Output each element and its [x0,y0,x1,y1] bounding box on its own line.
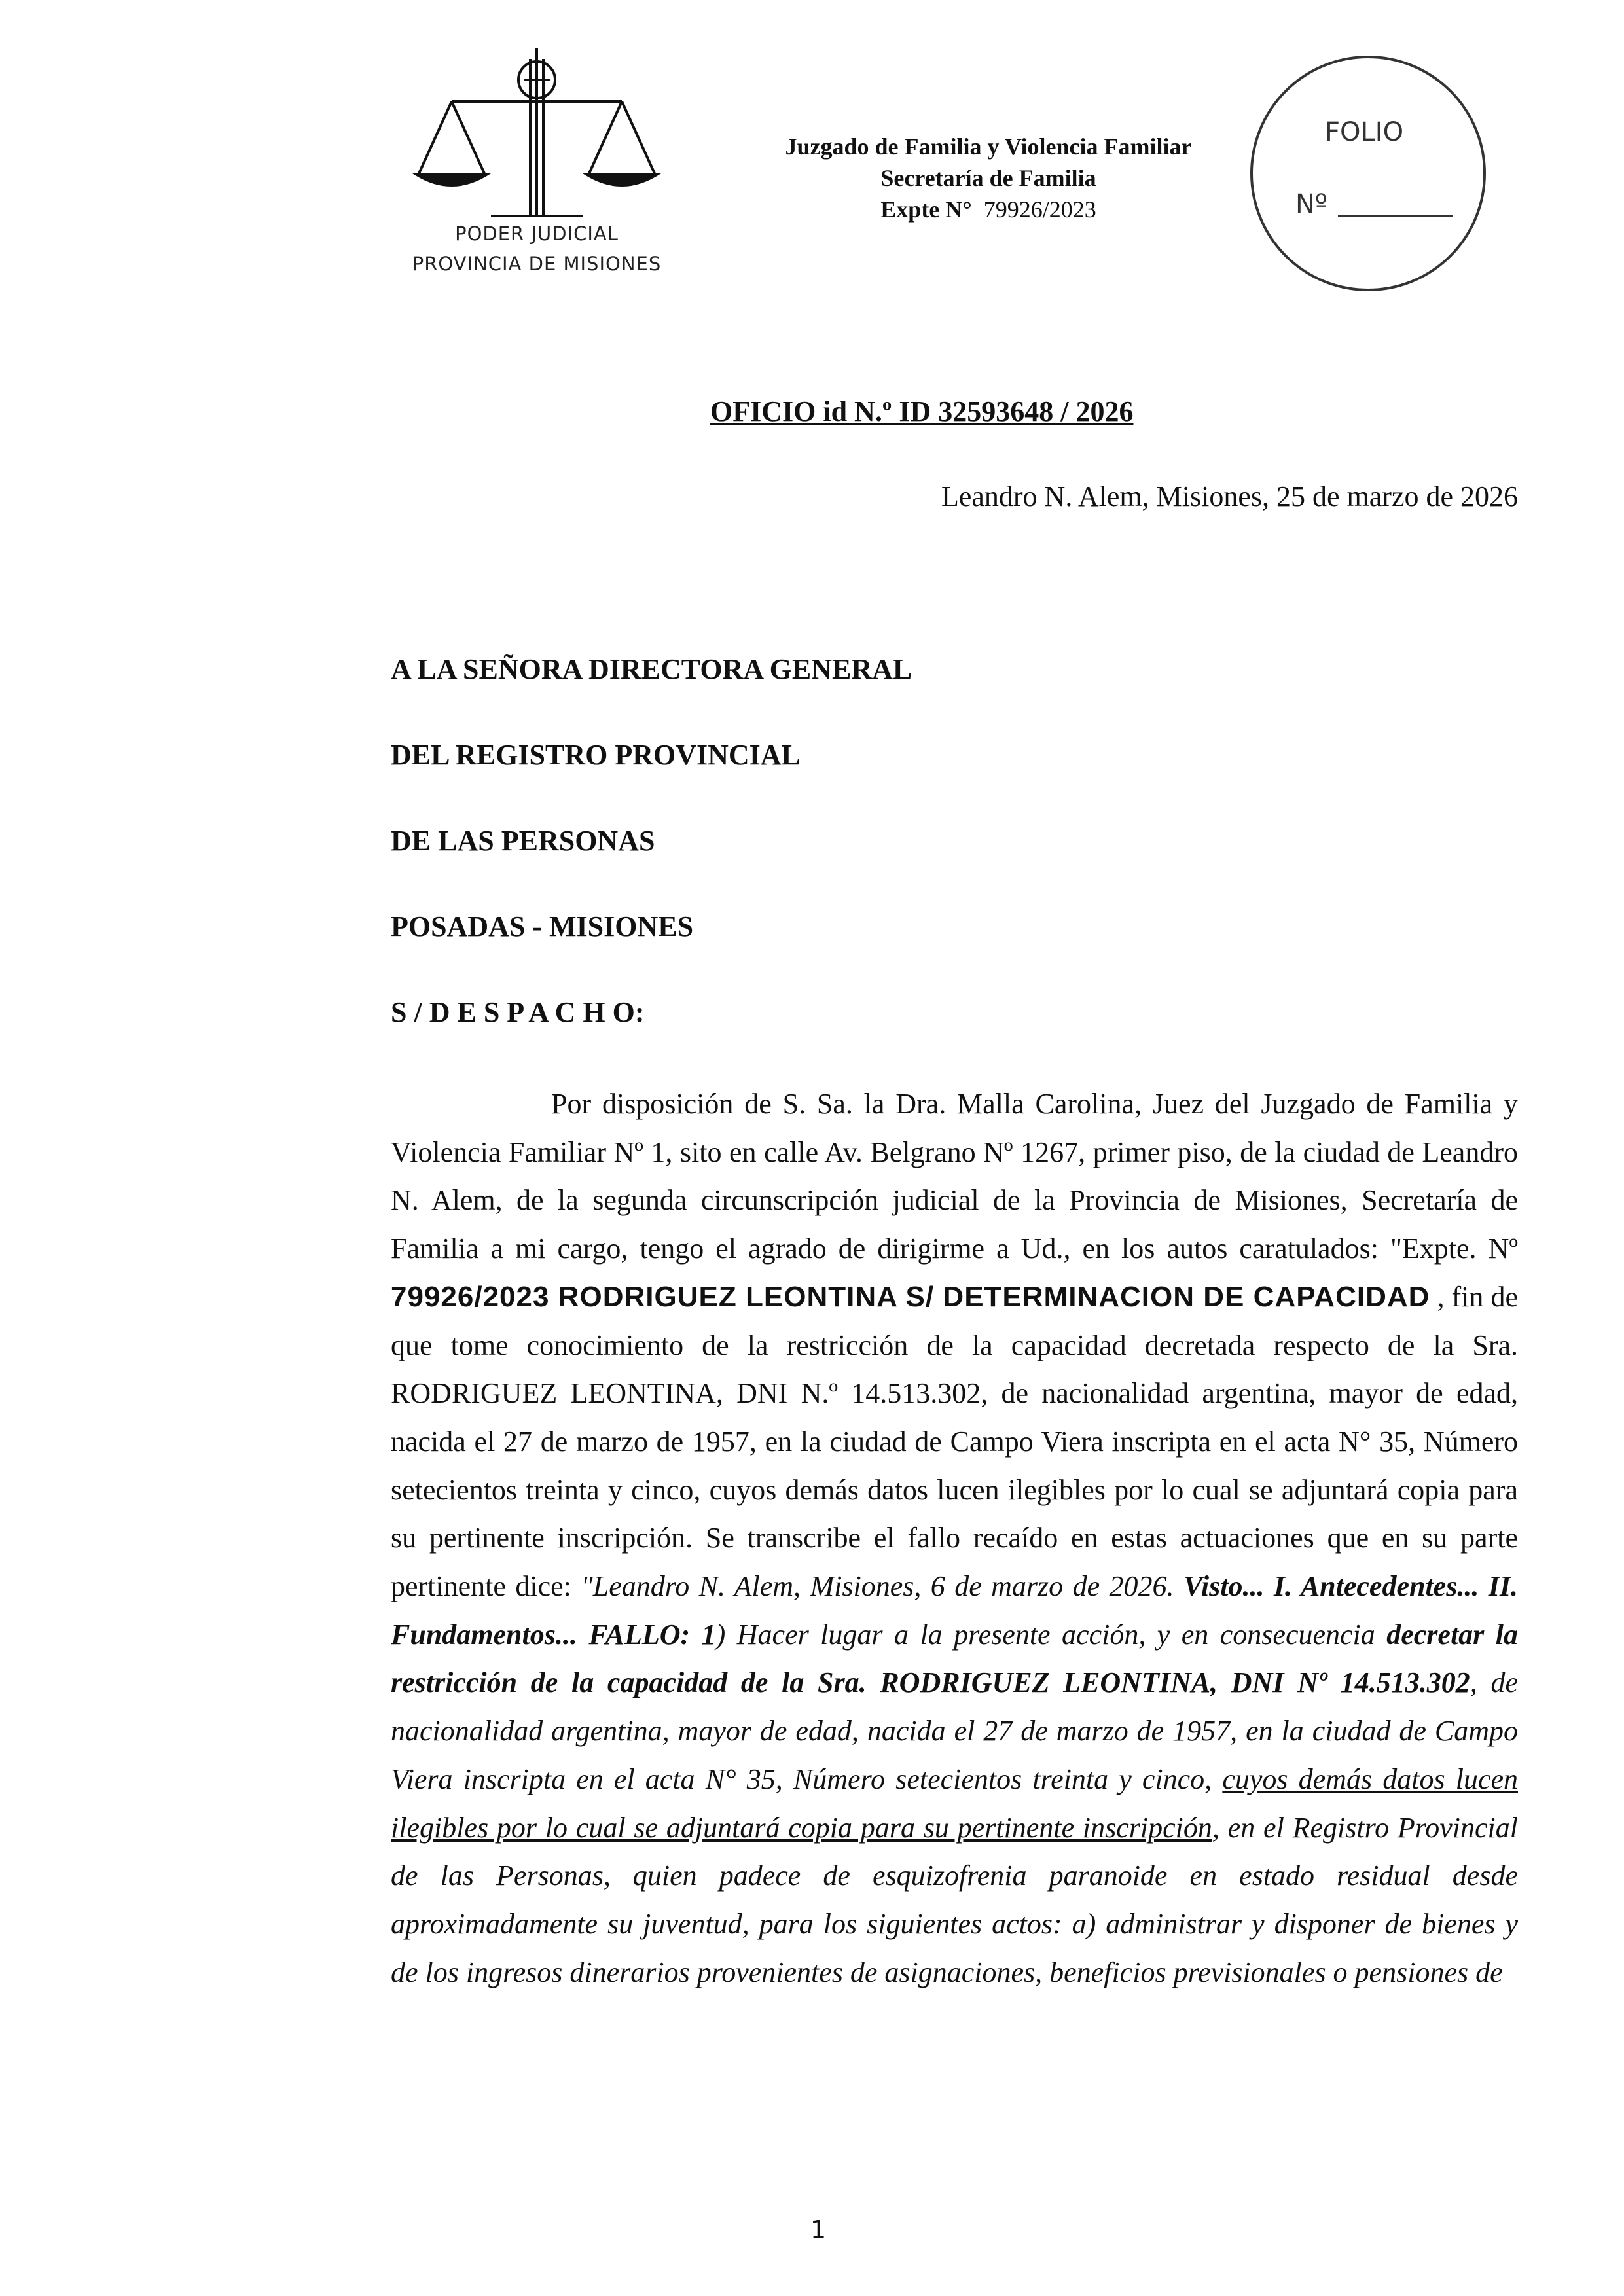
ruling-sections: Visto... I. Antecedentes... II. Fundamentos... FALLO: 1 [391,1570,1518,1651]
ruling-text-1: ) Hacer lugar a la presente acción, y en consecuencia [715,1618,1387,1651]
addressee-line-2: DEL REGISTRO PROVINCIAL [391,739,801,771]
body-text-2: , fin de que tome conocimiento de la restricción de la capacidad decretada respecto de la Sra. RODRIGUEZ LEONTINA, DNI N.º 14.513.302, de nacionalidad argentina, mayor de edad, nacida el 27 de marzo de 1957, en la ciudad de Campo Viera inscripta en el acta N° 35, Número setecientos treinta y cinco, cuyos demás datos lucen ilegibles por lo cual se adjuntará copia para su pertinente inscripción. Se transcribe el fallo recaído en estas actuaciones que en su parte pertinente dice: [391,1280,1518,1603]
body-text-1: Por disposición de S. Sa. la Dra. Malla Carolina, Juez del Juzgado de Familia y Violencia Familiar Nº 1, sito en calle Av. Belgrano Nº 1267, primer piso, de la ciudad de Leandro N. Alem, de la segunda circunscripción judicial de la Provincia de Misiones, Secretaría de Familia a mi cargo, tengo el agrado de dirigirme a Ud., en los autos caratulados: "Expte. Nº [391,1088,1518,1265]
file-number: 79926/2023 [983,196,1096,223]
place-date: Leandro N. Alem, Misiones, 25 de marzo de 2026 [941,480,1518,512]
court-header [694,131,1283,225]
secretariat-name: Secretaría de Familia [880,165,1096,191]
ruling-text-2: , de nacionalidad argentina, mayor de edad, nacida el 27 de marzo de 1957, en la ciudad de Campo Viera inscripta en el acta N° 35, Número setecientos treinta y cinco, [391,1666,1519,1795]
folio-number-blank [1338,215,1453,217]
judicial-logo [393,39,681,295]
addressee-line-5: S / D E S P A C H O: [391,996,645,1028]
file-reference [694,194,1283,225]
ruling-date: "Leandro N. Alem, Misiones, 6 de marzo de 2026. [581,1570,1183,1603]
court-name: Juzgado de Familia y Violencia Familiar [785,134,1192,160]
logo-line-1: PODER JUDICIAL [455,223,619,245]
folio-number-label: Nº [1295,189,1327,219]
addressee-line-4: POSADAS - MISIONES [391,910,694,942]
document-title: OFICIO id N.º ID 32593648 / 2026 [710,395,1134,427]
folio-stamp [1250,56,1486,291]
scales-of-justice-icon [393,39,681,249]
ruling-text-3: , en el Registro Provincial de las Personas, quien padece de esquizofrenia paranoide en estado residual desde aproximadamente su juventud, para los siguientes actos: a) administrar y disponer de bienes y de los ingresos dinerarios provenientes de asignaciones, beneficios previsionales o pensiones de [391,1811,1518,1988]
file-label: Expte N° [880,196,972,223]
ruling-underlined: cuyos demás datos lucen ilegibles por lo cual se adjuntará copia para su pertinente inscripción [391,1763,1518,1844]
body-paragraph [391,1080,1518,1996]
page-number: 1 [810,2215,827,2244]
case-title: 79926/2023 RODRIGUEZ LEONTINA S/ DETERMINACION DE CAPACIDAD [391,1280,1430,1313]
logo-line-2: PROVINCIA DE MISIONES [412,253,662,275]
addressee-line-1: A LA SEÑORA DIRECTORA GENERAL [391,653,912,685]
folio-label: FOLIO [1325,117,1404,147]
addressee-line-3: DE LAS PERSONAS [391,825,655,857]
ruling-decree: decretar la restricción de la capacidad de la Sra. RODRIGUEZ LEONTINA, DNI Nº 14.513.302 [391,1618,1518,1699]
